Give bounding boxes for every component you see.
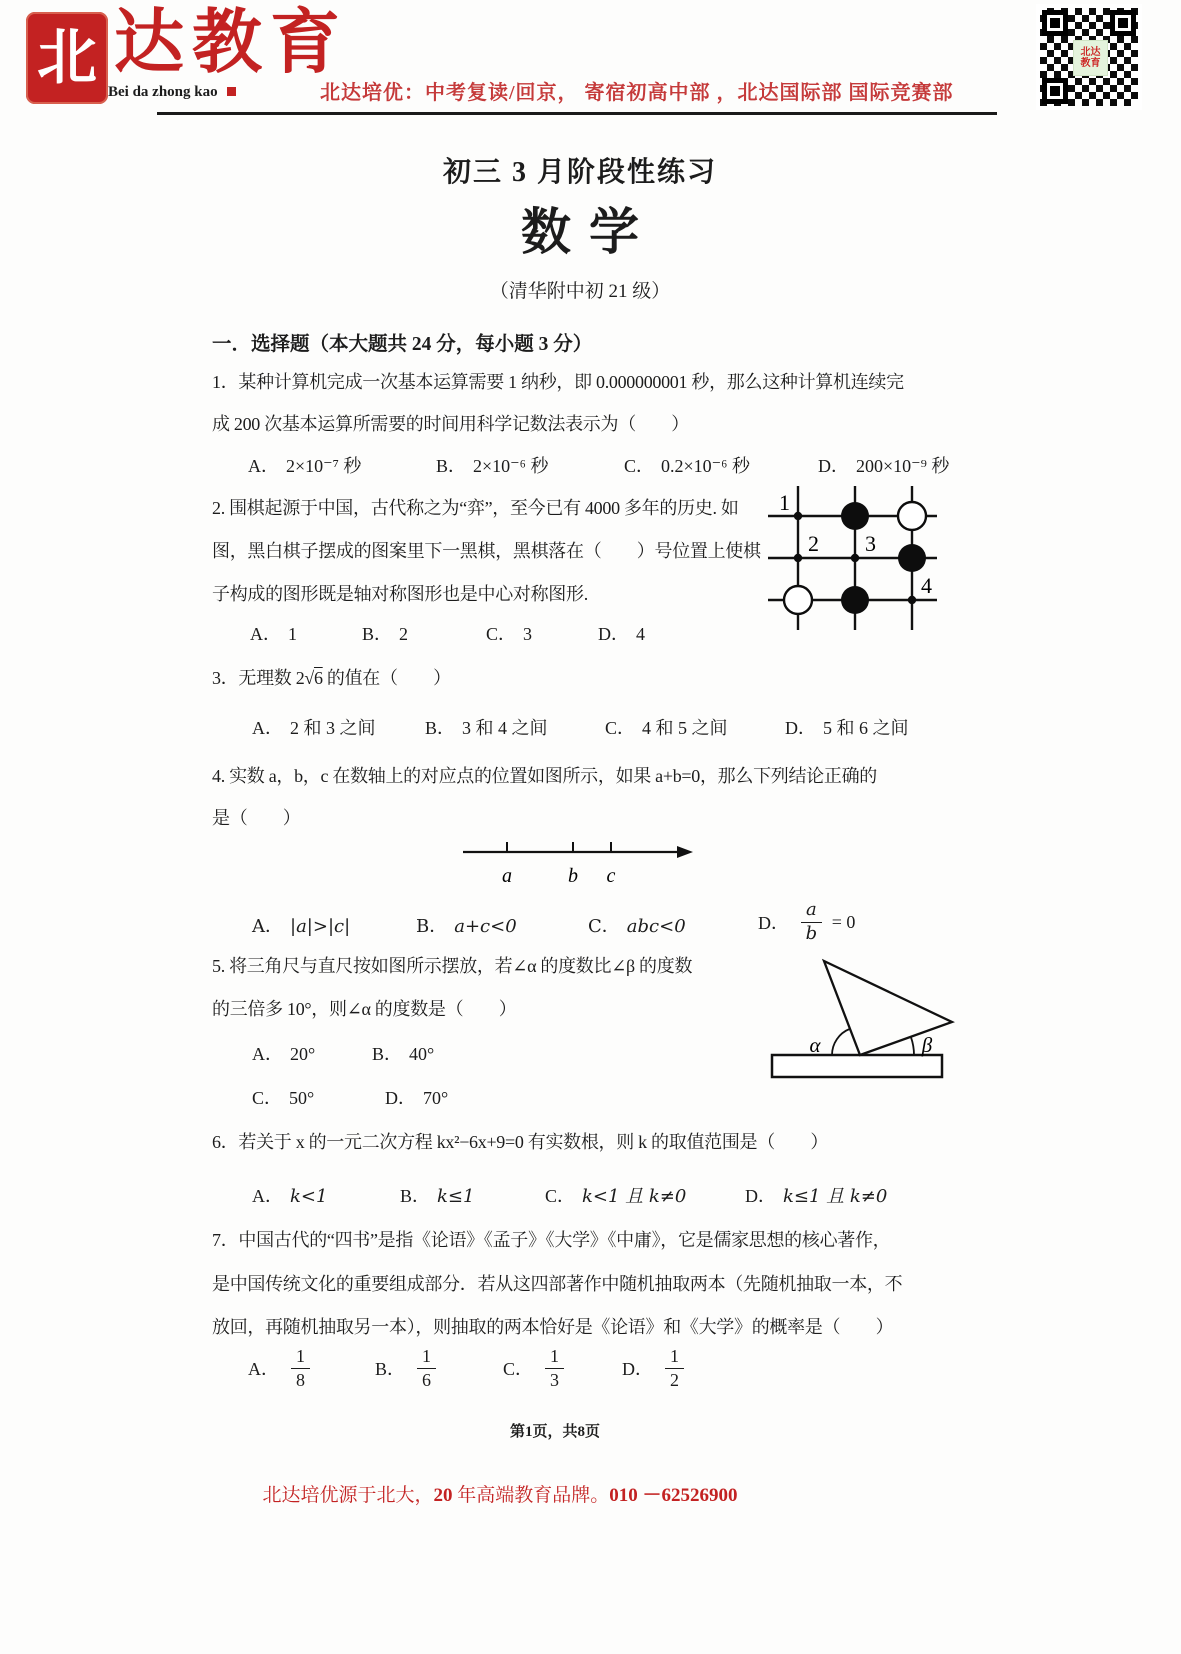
q7-line-1: 7．中国古代的“四书”是指《论语》《孟子》《大学》《中庸》，它是儒家思想的核心著作， (212, 1230, 891, 1250)
white-stone (784, 586, 812, 614)
q2-options-row (0, 620, 1181, 654)
axis-arrow-icon (677, 846, 693, 858)
seal-character: 北 (37, 25, 97, 91)
q5-option-b: B． 40° (372, 1044, 435, 1064)
q5-option-c: C． 50° (252, 1088, 315, 1108)
ruler (772, 1055, 942, 1077)
number-line-diagram (455, 836, 695, 888)
q6-option-a: A． k<1 (252, 1186, 328, 1207)
q6-option-b: B． k≤1 (400, 1186, 475, 1207)
q6-option-d: D． k≤1 且 k≠0 (745, 1186, 888, 1207)
radicand: 6 (313, 668, 323, 688)
q2-option-a: A． 1 (250, 624, 297, 644)
axis-label-a: a (502, 865, 512, 887)
board-position-2: 2 (808, 531, 819, 556)
axis-label-c: c (606, 865, 616, 887)
section-heading: 一．选择题（本大题共 24 分，每小题 3 分） (212, 334, 593, 355)
q3-option-c: C． 4 和 5 之间 (605, 718, 728, 738)
page-number: 第1页，共8页 (509, 1424, 600, 1440)
q2-option-c: C． 3 (486, 624, 533, 644)
q5-option-d: D． 70° (385, 1088, 449, 1108)
q5-line-2: 的三倍多 10°，则∠α 的度数是（ ） (212, 999, 517, 1019)
black-stone (841, 502, 869, 530)
exam-title: 初三 3 月阶段性练习 (442, 157, 717, 188)
brand-script-text: 达教育 (114, 5, 348, 82)
q7-line-3: 放回，再随机抽取另一本），则抽取的两本恰好是《论语》和《大学》的概率是（ ） (212, 1317, 894, 1337)
board-position-4: 4 (921, 573, 932, 598)
q6-options-row (0, 1182, 1181, 1216)
go-board-diagram (760, 478, 945, 636)
qr-finder-icon (1110, 10, 1136, 36)
q5-options-row-2 (0, 1084, 1181, 1118)
q4-option-b: B． a+c<0 (416, 916, 517, 937)
fraction-a-over-b: $\frac{a}{b}$ (801, 900, 822, 944)
board-position-1: 1 (779, 490, 790, 515)
subject-title: 数学 (521, 204, 657, 260)
q2-line-2: 图，黑白棋子摆成的图案里下一黑棋，黑棋落在（ ）号位置上使棋 (212, 541, 761, 561)
qr-code (1040, 8, 1138, 106)
q3-option-b: B． 3 和 4 之间 (425, 718, 548, 738)
qr-center-label: 北达 教育 (1073, 40, 1108, 76)
q4-option-d: D． $\frac{a}{b}$ = 0 (758, 898, 856, 944)
q1-line-1: 1．某种计算机完成一次基本运算需要 1 纳秒，即 0.000000001 秒，那么这种计算机连续完 (212, 372, 904, 392)
beta-angle-arc (911, 1037, 914, 1055)
alpha-angle-arc (832, 1029, 850, 1055)
q1-option-d: D． 200×10⁻⁹ 秒 (818, 456, 950, 476)
fraction-1-3: $\frac{1}{3}$ (545, 1346, 564, 1390)
axis-label-b: b (568, 865, 578, 887)
q1-option-c: C． 0.2×10⁻⁶ 秒 (624, 456, 750, 476)
q1-options-row (0, 452, 1181, 486)
triangle-ruler-diagram (720, 895, 975, 1087)
q5-options-row-1 (0, 1040, 1181, 1074)
q4-option-a: A． |a|>|c| (252, 916, 351, 937)
white-stone (898, 502, 926, 530)
red-square-icon (227, 87, 236, 96)
q5-option-a: A． 20° (252, 1044, 316, 1064)
school-line: （清华附中初 21 级） (489, 281, 671, 302)
q7-option-d: D． $\frac{1}{2}$ (622, 1342, 689, 1394)
q3-line: 3．无理数 2√6 的值在（ ） (212, 668, 451, 688)
fraction-1-6: $\frac{1}{6}$ (417, 1346, 436, 1390)
header-slogan: 北达培优：中考复读/回京， 寄宿初高中部 ，北达国际部 国际竞赛部 (320, 82, 954, 104)
q1-option-b: B． 2×10⁻⁶ 秒 (436, 456, 549, 476)
black-stone (898, 544, 926, 572)
q6-line: 6．若关于 x 的一元二次方程 kx²−6x+9=0 有实数根，则 k 的取值范围是（ ） (212, 1132, 829, 1152)
q2-line-1: 2. 围棋起源于中国，古代称之为“弈”，至今已有 4000 多年的历史. 如 (212, 498, 739, 518)
fraction-1-8: $\frac{1}{8}$ (291, 1346, 310, 1390)
q7-option-c: C． $\frac{1}{3}$ (503, 1342, 569, 1394)
q6-option-c: C． k<1 且 k≠0 (545, 1186, 687, 1207)
q4-option-c: C． abc<0 (588, 916, 686, 937)
q2-option-d: D． 4 (598, 624, 645, 644)
set-square-triangle (824, 961, 952, 1055)
q7-option-b: B． $\frac{1}{6}$ (375, 1342, 441, 1394)
q7-line-2: 是中国传统文化的重要组成部分．若从这四部著作中随机抽取两本（先随机抽取一本，不 (212, 1274, 903, 1294)
q7-option-a: A． $\frac{1}{8}$ (248, 1342, 315, 1394)
q2-option-b: B． 2 (362, 624, 409, 644)
q4-line-2: 是（ ） (212, 808, 301, 828)
qr-finder-icon (1042, 78, 1068, 104)
q3-option-a: A． 2 和 3 之间 (252, 718, 376, 738)
fraction-1-2: $\frac{1}{2}$ (665, 1346, 684, 1390)
board-position-3: 3 (865, 531, 876, 556)
brand-subtitle: Bei da zhong kao (108, 84, 236, 101)
header-rule-line (157, 112, 997, 115)
q5-line-1: 5. 将三角尺与直尺按如图所示摆放，若∠α 的度数比∠β 的度数 (212, 956, 693, 976)
alpha-label: α (809, 1033, 821, 1057)
q7-options-row (0, 1342, 1181, 1396)
q1-line-2: 成 200 次基本运算所需要的时间用科学记数法表示为（ ） (212, 414, 689, 434)
beta-label: β (921, 1033, 933, 1057)
q1-option-a: A． 2×10⁻⁷ 秒 (248, 456, 362, 476)
q3-option-d: D． 5 和 6 之间 (785, 718, 909, 738)
footer-brand-line: 北达培优源于北大，20 年高端教育品牌。010 －62526900 (262, 1485, 738, 1506)
brand-seal-logo (26, 12, 108, 104)
black-stone (841, 586, 869, 614)
qr-finder-icon (1042, 10, 1068, 36)
q4-options-row (0, 896, 1181, 948)
q4-line-1: 4. 实数 a，b，c 在数轴上的对应点的位置如图所示，如果 a+b=0，那么下列结论正确的 (212, 766, 877, 786)
q3-options-row (0, 714, 1181, 748)
q2-line-3: 子构成的图形既是轴对称图形也是中心对称图形. (212, 584, 588, 604)
